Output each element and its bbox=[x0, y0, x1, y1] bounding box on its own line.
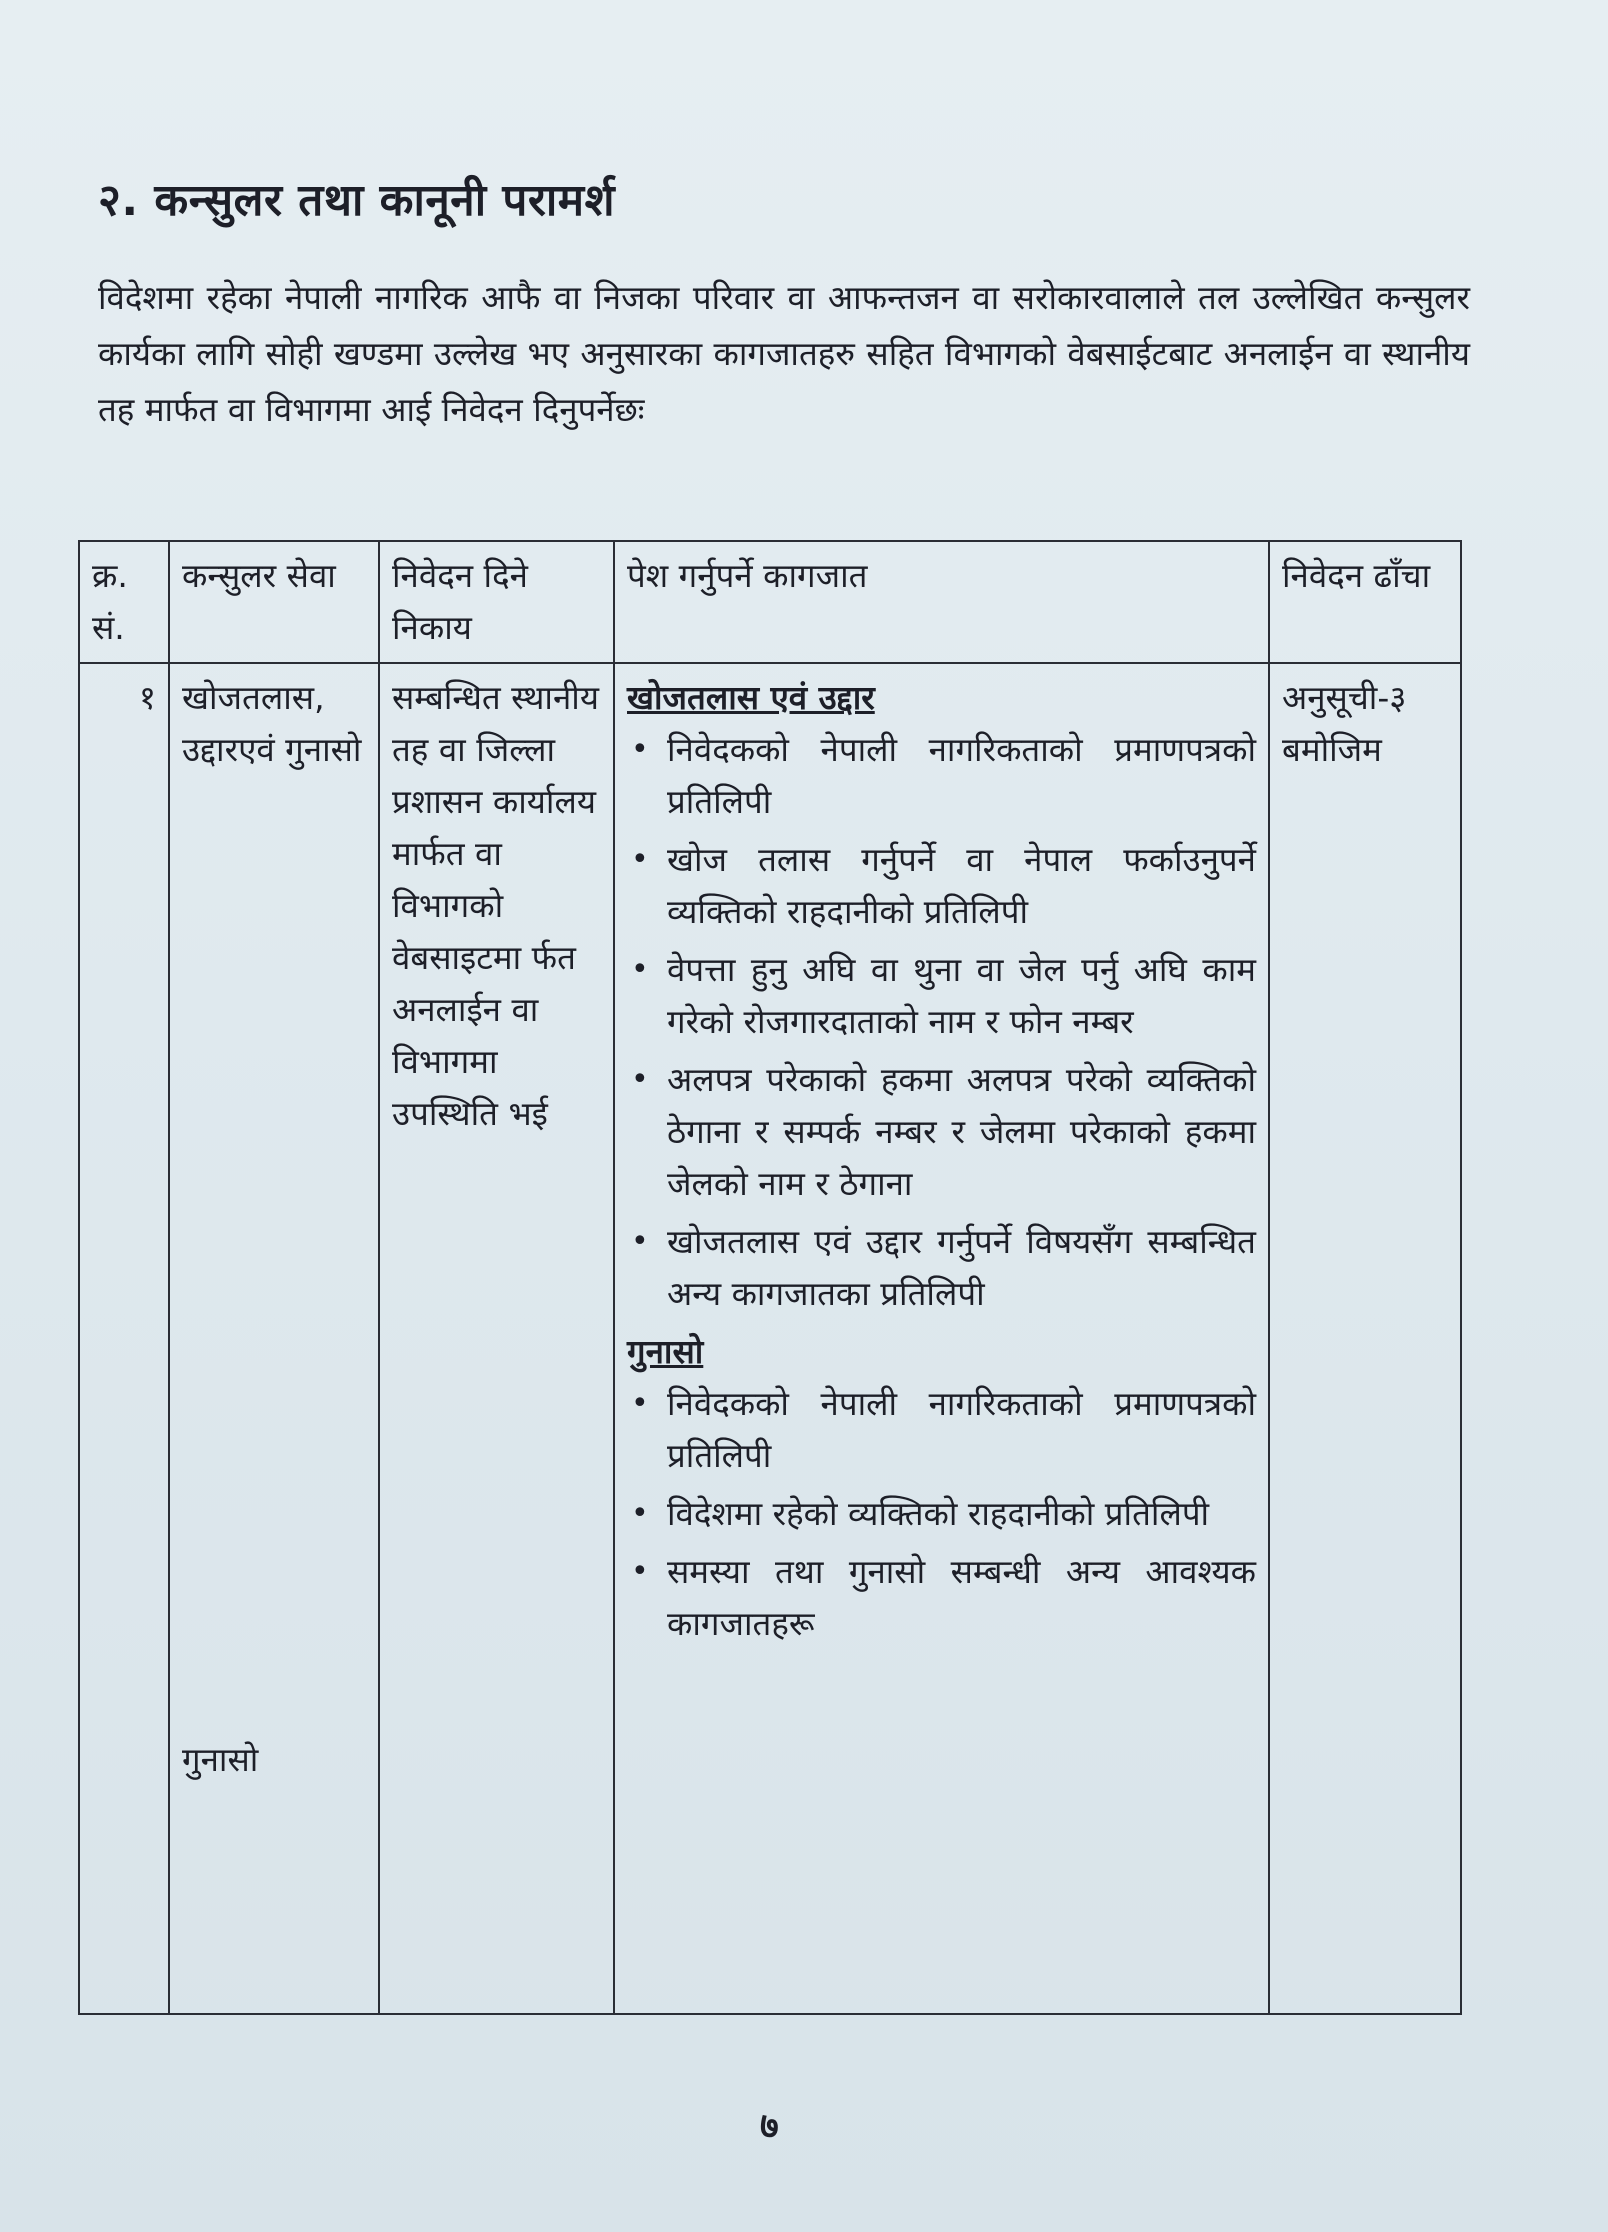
list-item: • वेपत्ता हुनु अघि वा थुना वा जेल पर्नु अघि काम गरेको रोजगारदाताको नाम र फोन नम्बर bbox=[627, 944, 1256, 1048]
bullet-icon: • bbox=[631, 842, 649, 877]
table-row bbox=[79, 663, 1461, 2014]
service-complaint: गुनासो bbox=[182, 1740, 259, 1779]
row-service-cell bbox=[169, 663, 379, 2014]
bullet-icon: • bbox=[631, 1554, 649, 1589]
documents-list-complaint bbox=[627, 1378, 1256, 1650]
bullet-icon: • bbox=[631, 952, 649, 987]
documents-section-complaint-title: गुनासो bbox=[627, 1332, 704, 1371]
bullet-icon: • bbox=[631, 1062, 649, 1097]
bullet-icon: • bbox=[631, 732, 649, 767]
page-number: ७ bbox=[760, 2106, 779, 2147]
row-documents-cell bbox=[614, 663, 1269, 2014]
list-item: • खोज तलास गर्नुपर्ने वा नेपाल फर्काउनुपर्ने व्यक्तिको राहदानीको प्रतिलिपी bbox=[627, 834, 1256, 938]
list-item: • निवेदकको नेपाली नागरिकताको प्रमाणपत्रको प्रतिलिपी bbox=[627, 724, 1256, 828]
list-item: • विदेशमा रहेको व्यक्तिको राहदानीको प्रतिलिपी bbox=[627, 1488, 1256, 1540]
row-serial-number: १ bbox=[79, 663, 169, 2014]
row-form-cell: अनुसूची-३ बमोजिम bbox=[1269, 663, 1461, 2014]
list-item: • निवेदकको नेपाली नागरिकताको प्रमाणपत्रको प्रतिलिपी bbox=[627, 1378, 1256, 1482]
bullet-icon: • bbox=[631, 1496, 649, 1531]
header-serial-number: क्र. सं. bbox=[79, 541, 169, 663]
consular-services-table bbox=[78, 540, 1462, 2015]
section-heading: २. कन्सुलर तथा कानूनी परामर्श bbox=[98, 175, 616, 226]
documents-section-search-rescue-title: खोजतलास एवं उद्दार bbox=[627, 678, 875, 717]
bullet-icon: • bbox=[631, 1386, 649, 1421]
list-item: • खोजतलास एवं उद्दार गर्नुपर्ने विषयसँग सम्बन्धित अन्य कागजातका प्रतिलिपी bbox=[627, 1216, 1256, 1320]
row-agency-cell: सम्बन्धित स्थानीय तह वा जिल्ला प्रशासन कार्यालय मार्फत वा विभागको वेबसाइटमा र्फत अनलाईन वा विभागमा उपस्थिति भई bbox=[379, 663, 614, 2014]
header-consular-service: कन्सुलर सेवा bbox=[169, 541, 379, 663]
list-item: • अलपत्र परेकाको हकमा अलपत्र परेको व्यक्तिको ठेगाना र सम्पर्क नम्बर र जेलमा परेकाको हकमा जेलको नाम र ठेगाना bbox=[627, 1054, 1256, 1210]
service-search-rescue-complaint: खोजतलास, उद्दारएवं गुनासो bbox=[182, 678, 362, 769]
header-required-documents: पेश गर्नुपर्ने कागजात bbox=[614, 541, 1269, 663]
table-header-row bbox=[79, 541, 1461, 663]
bullet-icon: • bbox=[631, 1224, 649, 1259]
intro-paragraph: विदेशमा रहेका नेपाली नागरिक आफै वा निजका परिवार वा आफन्तजन वा सरोकारवालाले तल उल्लेखित कन्सुलर कार्यका लागि सोही खण्डमा उल्लेख भए अनुसारका कागजातहरु सहित विभागको वेबसाईटबाट अनलाईन वा स्थानीय तह मार्फत वा विभागमा आई निवेदन दिनुपर्नेछः bbox=[98, 278, 1470, 429]
header-application-form: निवेदन ढाँचा bbox=[1269, 541, 1461, 663]
documents-list-search-rescue bbox=[627, 724, 1256, 1320]
list-item: • समस्या तथा गुनासो सम्बन्धी अन्य आवश्यक कागजातहरू bbox=[627, 1546, 1256, 1650]
header-applying-agency: निवेदन दिने निकाय bbox=[379, 541, 614, 663]
